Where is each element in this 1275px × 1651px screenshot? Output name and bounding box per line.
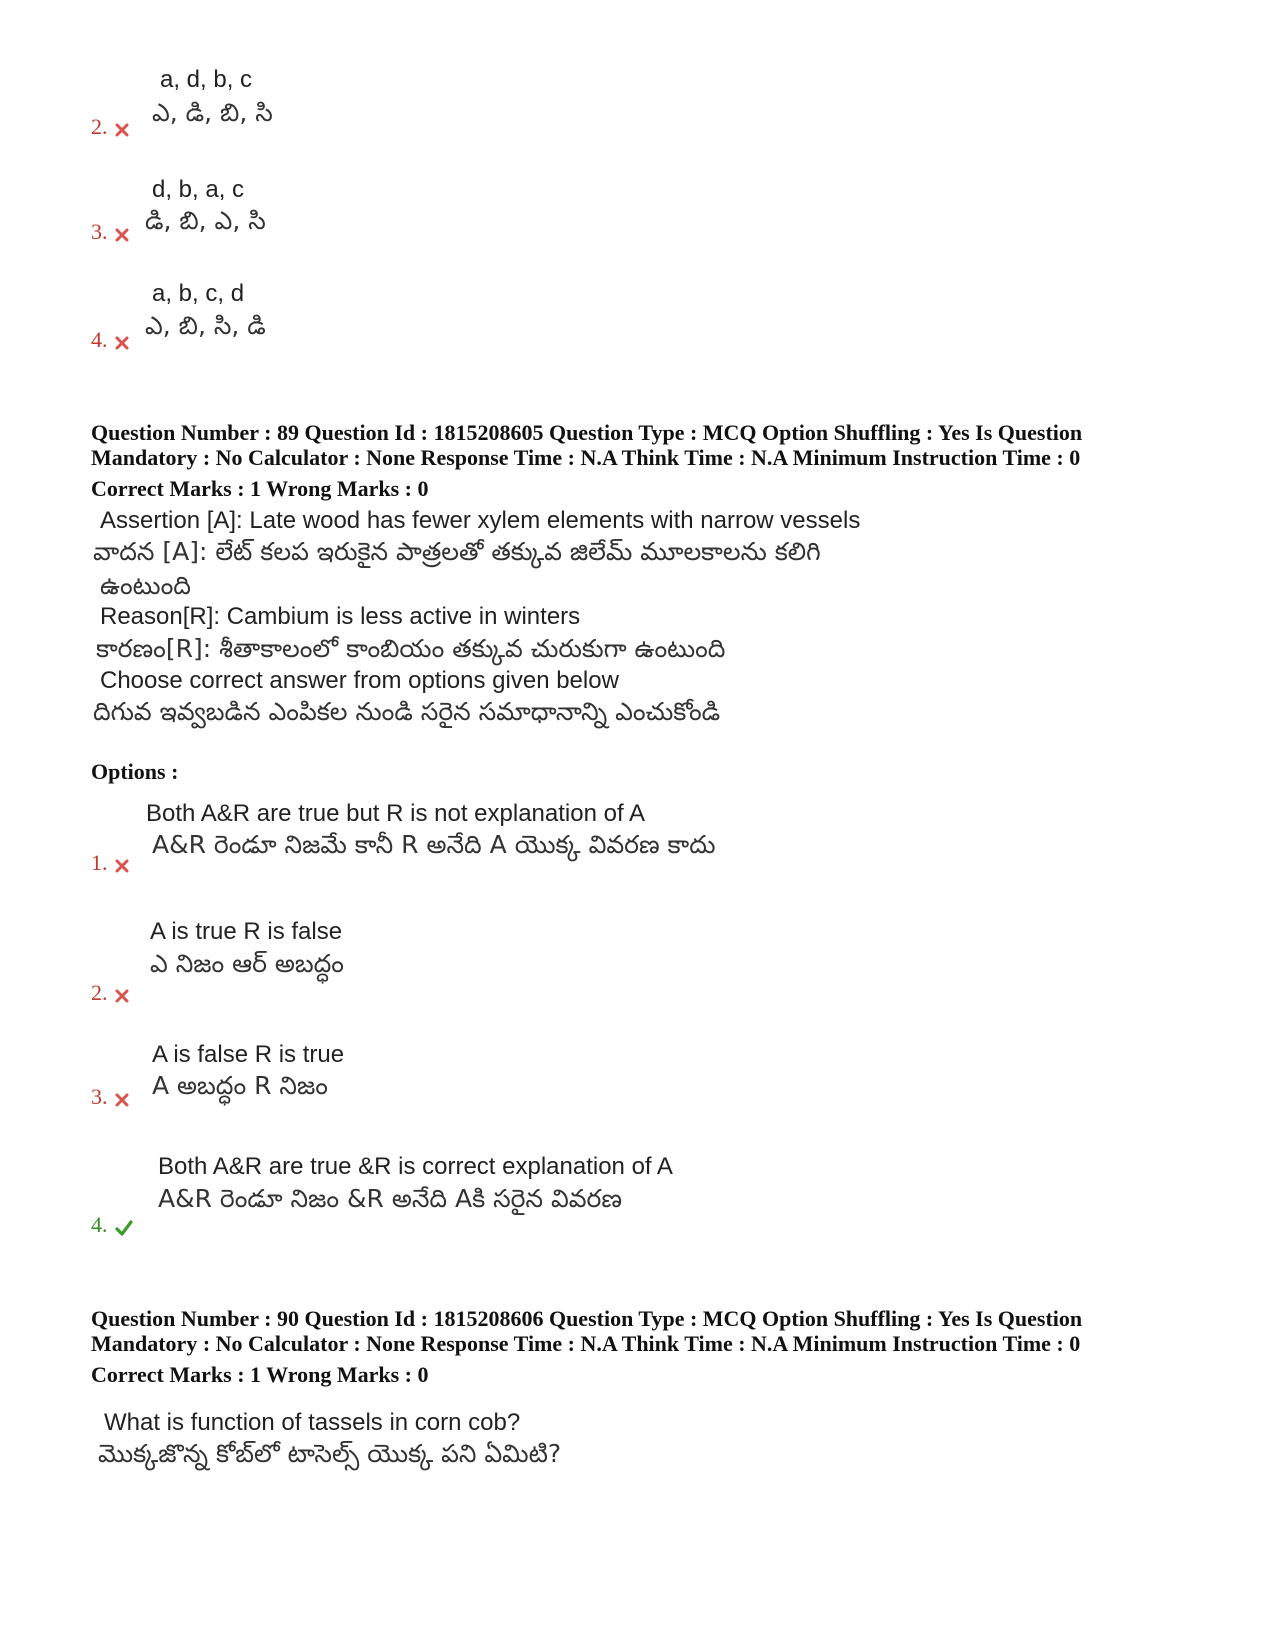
prev-option-4-number: 4. bbox=[91, 327, 130, 353]
cross-icon bbox=[114, 335, 130, 351]
question-89-assertion-telugu: వాదన [A]: లేట్ కలప ఇరుకైన పాత్రలతో తక్కువ జిలేమ్ మూలకాలను కలిగి bbox=[93, 537, 821, 566]
question-89-option-1-number: 1. bbox=[91, 850, 130, 876]
prev-option-3-english: d, b, a, c bbox=[152, 176, 245, 203]
question-89-meta-line-2: Mandatory : No Calculator : None Response Time : N.A Think Time : N.A Minimum Instruction Time : 0 bbox=[91, 445, 1081, 470]
question-89-options-label: Options : bbox=[91, 759, 179, 784]
question-89-reason-english: Reason[R]: Cambium is less active in winters bbox=[100, 603, 581, 630]
question-89-instruction-english: Choose correct answer from options given below bbox=[100, 667, 619, 694]
prev-option-4-english: a, b, c, d bbox=[152, 280, 245, 307]
question-90-marks: Correct Marks : 1 Wrong Marks : 0 bbox=[91, 1362, 429, 1387]
question-89-instruction-telugu: దిగువ ఇవ్వబడిన ఎంపికల నుండి సరైన సమాధానాన్ని ఎంచుకోండి bbox=[93, 697, 721, 726]
cross-icon bbox=[114, 988, 130, 1004]
check-icon bbox=[114, 1220, 134, 1236]
cross-icon bbox=[114, 122, 130, 138]
question-89-option-1-telugu: A&R రెండూ నిజమే కానీ R అనేది A యొక్క వివరణ కాదు bbox=[152, 830, 716, 859]
prev-option-3-number: 3. bbox=[91, 219, 130, 245]
cross-icon bbox=[114, 227, 130, 243]
question-89-option-4-telugu: A&R రెండూ నిజం &R అనేది Aకి సరైన వివరణ bbox=[158, 1184, 622, 1213]
question-89-option-4-english: Both A&R are true &R is correct explanation of A bbox=[158, 1153, 673, 1180]
prev-option-2-telugu: ఎ, డి, బి, సి bbox=[152, 98, 273, 127]
question-89-option-3-english: A is false R is true bbox=[152, 1041, 345, 1068]
question-89-meta-line-1: Question Number : 89 Question Id : 1815208605 Question Type : MCQ Option Shuffling : Yes Is Question bbox=[91, 420, 1083, 445]
question-90-text-english: What is function of tassels in corn cob? bbox=[104, 1409, 521, 1436]
prev-option-4-telugu: ఎ, బి, సి, డి bbox=[145, 311, 266, 340]
prev-option-2-number: 2. bbox=[91, 114, 130, 140]
question-90-meta-line-2: Mandatory : No Calculator : None Response Time : N.A Think Time : N.A Minimum Instruction Time : 0 bbox=[91, 1331, 1081, 1356]
question-89-option-2-telugu: ఎ నిజం ఆర్ అబద్ధం bbox=[150, 949, 344, 978]
question-90-meta-line-1: Question Number : 90 Question Id : 1815208606 Question Type : MCQ Option Shuffling : Yes Is Question bbox=[91, 1306, 1083, 1331]
question-89-marks: Correct Marks : 1 Wrong Marks : 0 bbox=[91, 476, 429, 501]
question-90-text-telugu: మొక్కజొన్న కోబ్‌లో టాసెల్స్ యొక్క పని ఏమిటి? bbox=[98, 1439, 562, 1468]
question-89-assertion-english: Assertion [A]: Late wood has fewer xylem elements with narrow vessels bbox=[100, 507, 861, 534]
question-89-assertion-telugu-cont: ఉంటుంది bbox=[100, 571, 191, 600]
prev-option-2-english: a, d, b, c bbox=[160, 66, 253, 93]
question-89-reason-telugu: కారణం[R]: శీతాకాలంలో కాంబియం తక్కువ చురుకుగా ఉంటుంది bbox=[96, 634, 726, 663]
cross-icon bbox=[114, 858, 130, 874]
question-89-option-3-number: 3. bbox=[91, 1084, 130, 1110]
question-89-option-4-number: 4. bbox=[91, 1212, 134, 1238]
question-89-option-2-english: A is true R is false bbox=[150, 918, 343, 945]
cross-icon bbox=[114, 1092, 130, 1108]
prev-option-3-telugu: డి, బి, ఎ, సి bbox=[145, 206, 266, 235]
question-89-option-3-telugu: A అబద్ధం R నిజం bbox=[152, 1071, 328, 1100]
question-89-option-1-english: Both A&R are true but R is not explanation of A bbox=[146, 800, 645, 827]
question-89-option-2-number: 2. bbox=[91, 980, 130, 1006]
